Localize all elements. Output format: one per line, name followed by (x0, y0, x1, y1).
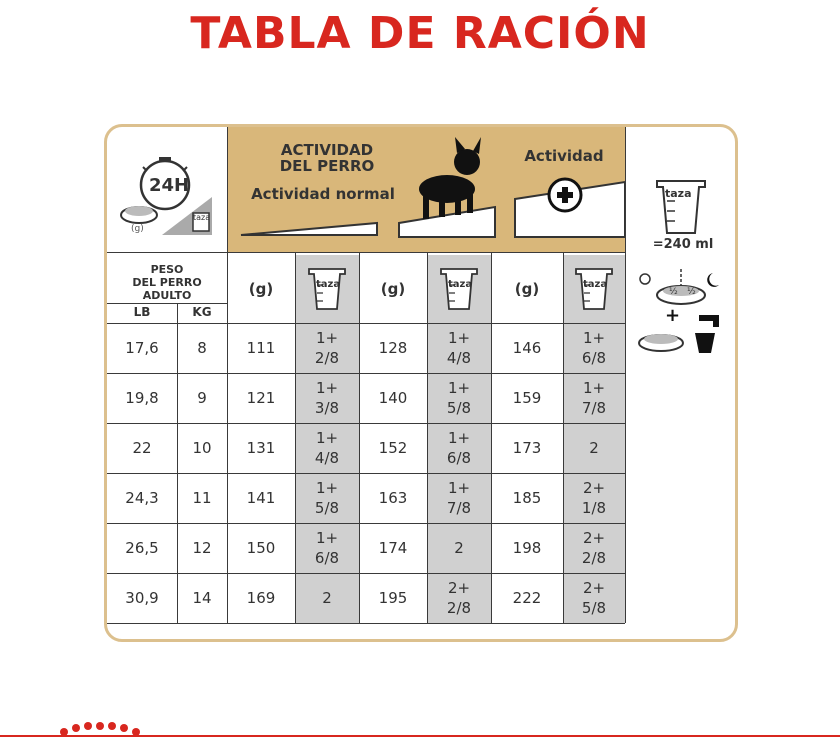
table-cell-g2: 152 (378, 439, 408, 457)
grid-line (295, 252, 296, 623)
kg-header: KG (192, 305, 212, 319)
cup-amount-whole: 2+ (582, 479, 606, 497)
weight-header-3: ADULTO (142, 289, 192, 302)
cup-amount-fraction: 5/8 (581, 599, 607, 617)
table-cell-lb: 24,3 (125, 489, 159, 507)
cup-amount-whole: 1+ (582, 379, 606, 397)
cup-amount-fraction: 6/8 (581, 349, 607, 367)
table-cell-c2 (427, 573, 491, 623)
cup-amount-whole: 2+ (582, 579, 606, 597)
table-cell-lb: 30,9 (125, 589, 159, 607)
cup-amount-whole: 1+ (447, 479, 471, 497)
table-cell-c2 (427, 323, 491, 373)
table-cell-lb: 17,6 (125, 339, 159, 357)
cup-amount-fraction: 6/8 (314, 549, 340, 567)
grid-line (107, 473, 625, 474)
plus-label: + (665, 305, 681, 326)
grid-line (427, 252, 428, 623)
grid-line (625, 127, 626, 623)
cup-amount-fraction: 7/8 (581, 399, 607, 417)
table-cell-g1: 169 (246, 589, 276, 607)
activity-title-2: DEL PERRO (279, 157, 375, 175)
mid-ramp-icon (399, 207, 495, 237)
grid-line (107, 323, 625, 324)
table-cell-g2: 140 (378, 389, 408, 407)
table-cell-g2: 195 (378, 589, 408, 607)
table-cell-kg: 8 (197, 339, 207, 357)
table-cell-g3: 146 (512, 339, 542, 357)
table-cell-c1 (295, 323, 359, 373)
grams-header-2: (g) (380, 280, 406, 298)
table-cell-g3: 198 (512, 539, 542, 557)
table-cell-g2: 128 (378, 339, 408, 357)
cup-amount-fraction: 3/8 (314, 399, 340, 417)
table-cell-c3 (563, 323, 625, 373)
table-cell-c3 (563, 423, 625, 473)
grid-line (107, 623, 625, 624)
half-right-label: ½ (687, 287, 696, 297)
grid-line (563, 252, 564, 623)
grid-line (227, 127, 228, 623)
table-cell-g2: 174 (378, 539, 408, 557)
cup-header-label: taza (316, 279, 341, 290)
cup-amount-whole: 1+ (447, 379, 471, 397)
cup-amount-whole: 1+ (447, 429, 471, 447)
clock-label: 24H (149, 175, 190, 196)
table-cell-c2 (427, 373, 491, 423)
grid-line (491, 252, 492, 623)
cup-header-2 (427, 255, 491, 323)
grid-line (107, 573, 625, 574)
table-cell-c1 (295, 373, 359, 423)
low-ramp-icon (241, 223, 377, 235)
dog-icon (419, 137, 481, 219)
table-cell-c3 (563, 373, 625, 423)
grams-header-1: (g) (248, 280, 274, 298)
grid-line (359, 252, 360, 623)
weight-header-2: DEL PERRO (132, 276, 202, 289)
feeding-instructions-icon (633, 267, 733, 367)
table-cell-c3 (563, 473, 625, 523)
cup-amount-fraction: 5/8 (446, 399, 472, 417)
cup-amount-whole: 1+ (315, 429, 339, 447)
table-cell-c2 (427, 423, 491, 473)
cup-amount-fraction: 2/8 (314, 349, 340, 367)
cup-header-3 (563, 255, 625, 323)
ration-table-card (104, 124, 738, 642)
cup-amount-whole: 2 (589, 439, 599, 457)
brand-crown-logo (0, 718, 840, 740)
table-cell-c3 (563, 523, 625, 573)
table-cell-g1: 141 (246, 489, 276, 507)
gram-label-small: (g) (131, 224, 144, 234)
table-cell-c1 (295, 473, 359, 523)
table-cell-g1: 150 (246, 539, 276, 557)
grid-line (107, 303, 227, 304)
cup-amount-whole: 1+ (582, 329, 606, 347)
table-cell-g1: 131 (246, 439, 276, 457)
cup-header-label: taza (448, 279, 473, 290)
cup-amount-fraction: 4/8 (446, 349, 472, 367)
cup-equivalence: =240 ml (652, 237, 714, 252)
cup-header-1 (295, 255, 359, 323)
table-cell-lb: 19,8 (125, 389, 159, 407)
cup-amount-fraction: 2/8 (446, 599, 472, 617)
table-cell-c2 (427, 473, 491, 523)
cup-amount-fraction: 1/8 (581, 499, 607, 517)
cup-amount-fraction: 6/8 (446, 449, 472, 467)
table-cell-g3: 159 (512, 389, 542, 407)
table-cell-c3 (563, 573, 625, 623)
cup-amount-whole: 2+ (582, 529, 606, 547)
table-cell-c1 (295, 423, 359, 473)
cup-ref-label: taza (665, 187, 692, 200)
cup-amount-whole: 1+ (315, 329, 339, 347)
table-cell-c1 (295, 573, 359, 623)
cup-amount-whole: 2+ (447, 579, 471, 597)
weight-header-1: PESO (150, 263, 184, 276)
table-cell-g3: 173 (512, 439, 542, 457)
cup-amount-whole: 1+ (315, 529, 339, 547)
cup-amount-fraction: 7/8 (446, 499, 472, 517)
table-cell-kg: 12 (192, 539, 212, 557)
grid-line (107, 252, 625, 253)
table-cell-c1 (295, 523, 359, 573)
activity-title-1: ACTIVIDAD (280, 141, 374, 159)
lb-header: LB (133, 305, 151, 319)
cup-amount-whole: 2 (454, 539, 464, 557)
grid-line (107, 523, 625, 524)
cup-amount-whole: 1+ (315, 379, 339, 397)
activity-ramp-icons (227, 127, 627, 252)
grid-line (177, 303, 178, 623)
table-cell-kg: 14 (192, 589, 212, 607)
table-cell-lb: 22 (132, 439, 152, 457)
grams-header-3: (g) (514, 280, 540, 298)
table-cell-g3: 185 (512, 489, 542, 507)
table-cell-kg: 11 (192, 489, 212, 507)
cup-amount-fraction: 5/8 (314, 499, 340, 517)
activity-normal-label: Actividad normal (251, 185, 395, 203)
cup-amount-whole: 1+ (447, 329, 471, 347)
plus-circle-icon (549, 179, 581, 211)
table-cell-lb: 26,5 (125, 539, 159, 557)
table-cell-g1: 121 (246, 389, 276, 407)
table-cell-kg: 9 (197, 389, 207, 407)
grid-line (107, 373, 625, 374)
cup-amount-whole: 1+ (315, 479, 339, 497)
cup-amount-fraction: 4/8 (314, 449, 340, 467)
table-cell-kg: 10 (192, 439, 212, 457)
cup-label-small: taza (193, 213, 211, 222)
table-cell-g2: 163 (378, 489, 408, 507)
sun-icon (640, 274, 650, 284)
activity-high-label: Actividad (524, 147, 604, 165)
page-title: TABLA DE RACIÓN (190, 8, 650, 59)
table-cell-g3: 222 (512, 589, 542, 607)
table-cell-c2 (427, 523, 491, 573)
table-cell-g1: 111 (246, 339, 276, 357)
cup-header-label: taza (583, 279, 608, 290)
cup-amount-whole: 2 (322, 589, 332, 607)
cup-amount-fraction: 2/8 (581, 549, 607, 567)
half-left-label: ½ (669, 287, 678, 297)
grid-line (107, 423, 625, 424)
